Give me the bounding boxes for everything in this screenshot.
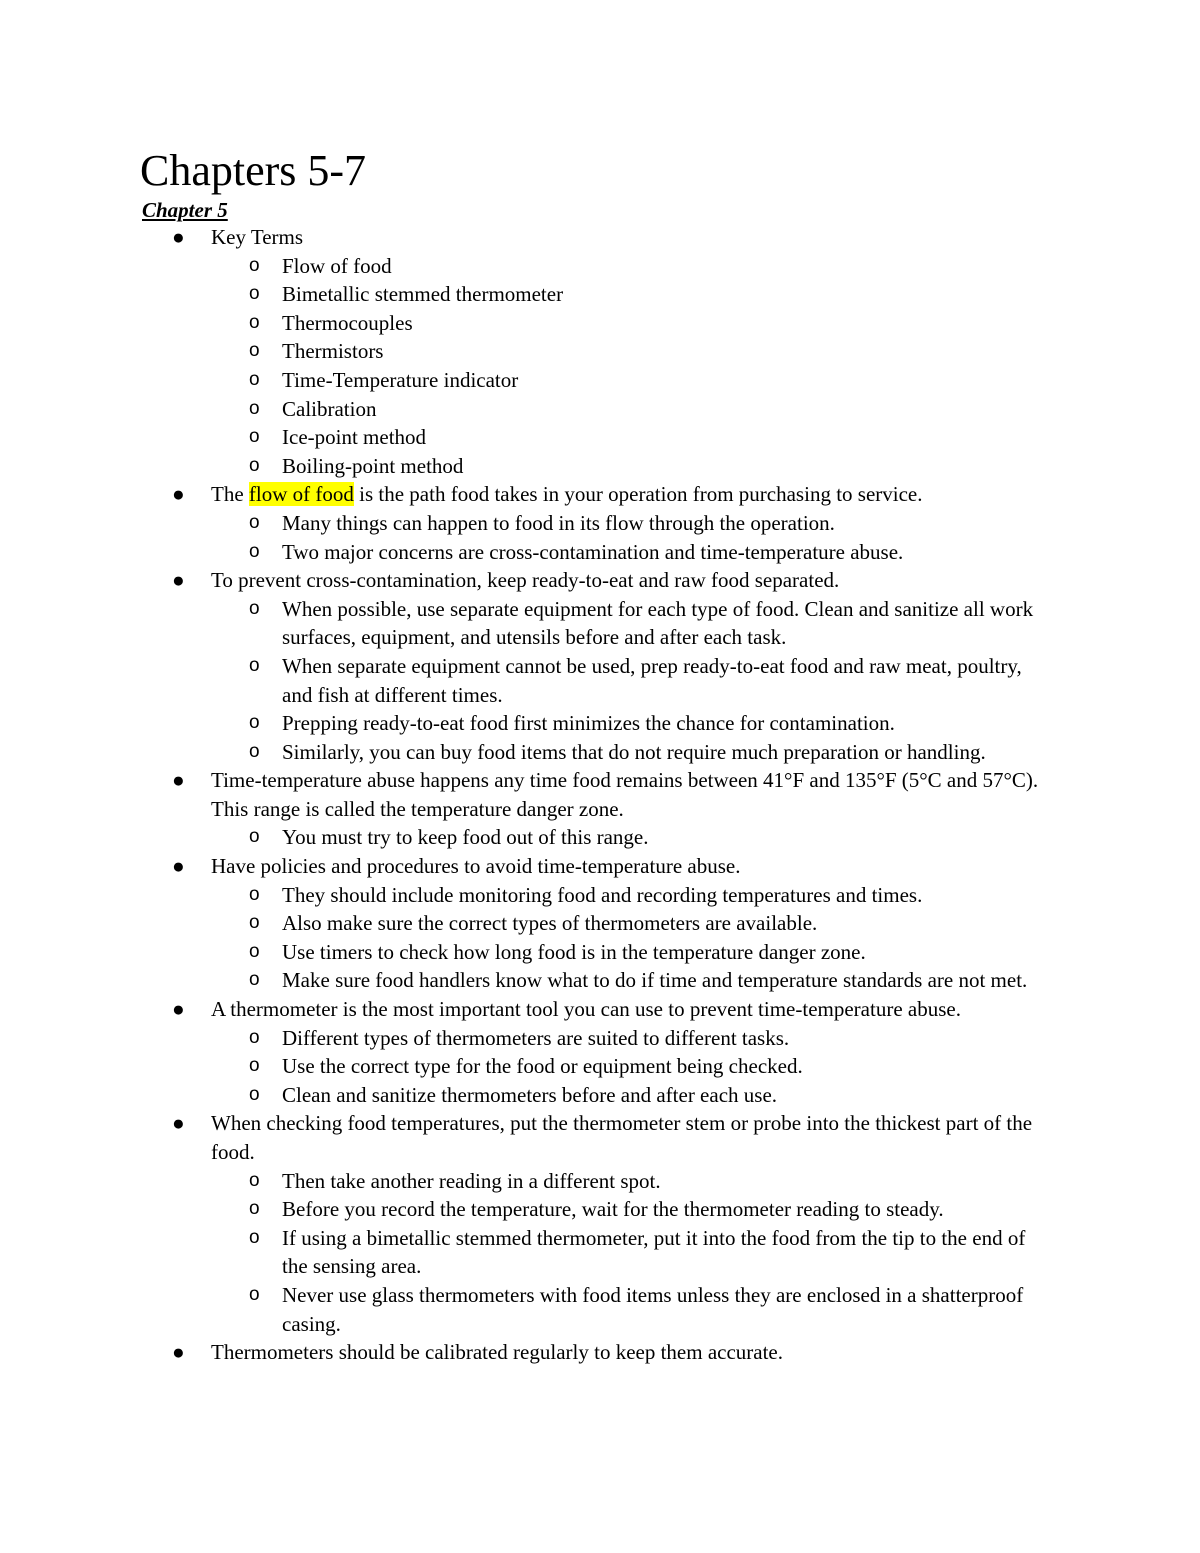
sub-bullet-text: Time-Temperature indicator [282, 367, 519, 392]
sub-bullet-text: Two major concerns are cross-contamination and time-temperature abuse. [282, 539, 904, 564]
sub-bullet-item [0, 1281, 1052, 1338]
bullet-text: Time-temperature abuse happens any time food remains between 41°F and 135°F (5°C and 57°C). This range is called the temperature danger zone. [211, 768, 1039, 821]
key-term-item [0, 366, 1052, 395]
bullet-icon: ● [172, 1340, 185, 1365]
bullet-icon: ● [172, 997, 185, 1022]
sub-bullet-text: Ice-point method [282, 425, 427, 450]
key-term-item [0, 309, 1052, 338]
sub-bullet-text: Use the correct type for the food or equipment being checked. [282, 1054, 803, 1079]
sub-bullet-text: Similarly, you can buy food items that do not require much preparation or handling. [282, 739, 986, 764]
sub-bullet-text: Prepping ready-to-eat food first minimizes the chance for contamination. [282, 711, 895, 736]
bullet-item [0, 1338, 1051, 1367]
sub-bullet-item [0, 1081, 1052, 1110]
sub-bullet-icon: o [249, 311, 260, 333]
bullet-item [0, 1109, 1051, 1166]
sub-bullet-item [0, 966, 1052, 995]
key-term-item [0, 395, 1052, 424]
bullet-icon: ● [172, 1111, 185, 1136]
sub-bullet-item [0, 538, 1052, 567]
sub-bullet-icon: o [249, 1198, 260, 1220]
sub-bullet-text: Thermocouples [282, 310, 413, 335]
bullet-text: A thermometer is the most important tool you can use to prevent time-temperature abuse. [211, 997, 961, 1022]
sub-bullet-icon: o [249, 912, 260, 934]
bullet-icon: ● [172, 225, 185, 249]
bullet-item [0, 852, 1051, 881]
sub-bullet-text: When separate equipment cannot be used, prep ready-to-eat food and raw meat, poultry, and fish at different times. [282, 653, 1022, 707]
sub-bullet-item [0, 1167, 1052, 1196]
sub-bullet-text: Bimetallic stemmed thermometer [282, 282, 564, 307]
sub-bullet-icon: o [249, 283, 260, 305]
notes-outline [0, 223, 1200, 1367]
key-term-item [0, 423, 1052, 452]
sub-bullet-icon: o [249, 340, 260, 362]
sub-bullet-icon: o [249, 254, 260, 276]
key-term-item [0, 337, 1052, 366]
sections-list [0, 566, 1200, 1367]
sub-bullet-text: If using a bimetallic stemmed thermometer, put it into the food from the tip to the end of the sensing area. [282, 1225, 1026, 1279]
sub-bullet-icon: o [249, 540, 260, 562]
bullet-text: To prevent cross-contamination, keep ready-to-eat and raw food separated. [211, 568, 840, 593]
sub-bullet-item [0, 823, 1052, 852]
key-term-item [0, 252, 1052, 281]
sub-bullet-icon: o [249, 883, 260, 905]
key-term-item [0, 280, 1052, 309]
sub-bullet-text: When possible, use separate equipment for each type of food. Clean and sanitize all work surfaces, equipment, and utensils before and after each task. [282, 596, 1034, 650]
sub-bullet-item [0, 652, 1052, 709]
sub-bullet-item [0, 1224, 1052, 1281]
sub-bullet-item [0, 1195, 1052, 1224]
sub-bullet-item [0, 595, 1052, 652]
bullet-item [0, 566, 1051, 595]
sub-bullet-text: Clean and sanitize thermometers before and after each use. [282, 1082, 778, 1107]
sub-bullet-icon: o [249, 654, 260, 676]
bullet-item-flow-of-food [0, 480, 1051, 509]
chapter-heading: Chapter 5 [142, 198, 228, 222]
sub-bullet-item [0, 1024, 1052, 1053]
bullet-text-after: is the path food takes in your operation from purchasing to service. [353, 482, 923, 507]
sub-bullet-icon: o [249, 712, 260, 734]
sub-bullet-text: Different types of thermometers are suited to different tasks. [282, 1025, 790, 1050]
sub-bullet-text: Thermistors [282, 339, 384, 364]
sub-bullet-icon: o [249, 740, 260, 762]
bullet-icon: ● [172, 854, 185, 879]
document-title: Chapters 5-7 [140, 146, 367, 195]
bullet-icon: ● [172, 768, 185, 793]
sub-bullet-item [0, 938, 1052, 967]
bullet-item [0, 766, 1051, 823]
sub-bullet-icon: o [249, 1283, 260, 1305]
sub-bullet-text: Boiling-point method [282, 453, 464, 478]
sub-bullet-text: Before you record the temperature, wait for the thermometer reading to steady. [282, 1197, 944, 1222]
sub-bullet-icon: o [249, 940, 260, 962]
key-term-item [0, 452, 1052, 481]
flow-sub-list [0, 509, 1200, 566]
sub-bullet-text: Use timers to check how long food is in the temperature danger zone. [282, 939, 866, 964]
sub-bullet-text: Also make sure the correct types of thermometers are available. [282, 911, 818, 936]
sub-bullet-item [0, 509, 1052, 538]
sub-bullet-icon: o [249, 1169, 260, 1191]
sub-bullet-icon: o [249, 454, 260, 476]
sub-bullet-icon: o [249, 426, 260, 448]
bullet-item-key-terms [0, 223, 1051, 252]
highlighted-term: flow of food [248, 482, 354, 507]
bullet-text: Thermometers should be calibrated regularly to keep them accurate. [211, 1340, 784, 1365]
sub-bullet-text: They should include monitoring food and recording temperatures and times. [282, 882, 923, 907]
sub-bullet-text: You must try to keep food out of this range. [282, 825, 649, 850]
sub-bullet-text: Calibration [282, 396, 377, 421]
bullet-text: Key Terms [211, 225, 304, 249]
sub-bullet-icon: o [249, 1226, 260, 1248]
bullet-text: Have policies and procedures to avoid time-temperature abuse. [211, 854, 741, 879]
sub-bullet-icon: o [249, 397, 260, 419]
sub-bullet-item [0, 738, 1052, 767]
bullet-icon: ● [172, 482, 185, 507]
sub-bullet-text: Make sure food handlers know what to do if time and temperature standards are not met. [282, 968, 1028, 993]
sub-bullet-icon: o [249, 511, 260, 533]
sub-bullet-item [0, 1052, 1052, 1081]
bullet-item [0, 995, 1051, 1024]
sub-bullet-text: Never use glass thermometers with food items unless they are enclosed in a shatterproof casing. [282, 1282, 1024, 1336]
sub-bullet-icon: o [249, 826, 260, 848]
sub-bullet-text: Many things can happen to food in its flow through the operation. [282, 510, 835, 535]
sub-bullet-text: Flow of food [282, 253, 392, 278]
sub-bullet-text: Then take another reading in a different spot. [282, 1168, 661, 1193]
key-terms-list [0, 252, 1200, 481]
bullet-text-before: The [211, 482, 249, 507]
sub-bullet-icon: o [249, 597, 260, 619]
sub-bullet-icon: o [249, 1083, 260, 1105]
bullet-icon: ● [172, 568, 185, 593]
sub-bullet-icon: o [249, 368, 260, 390]
sub-bullet-icon: o [249, 969, 260, 991]
sub-bullet-item [0, 881, 1052, 910]
sub-bullet-icon: o [249, 1026, 260, 1048]
sub-bullet-item [0, 709, 1052, 738]
bullet-text: When checking food temperatures, put the thermometer stem or probe into the thickest part of the food. [211, 1111, 1033, 1164]
sub-bullet-icon: o [249, 1055, 260, 1077]
sub-bullet-item [0, 909, 1052, 938]
